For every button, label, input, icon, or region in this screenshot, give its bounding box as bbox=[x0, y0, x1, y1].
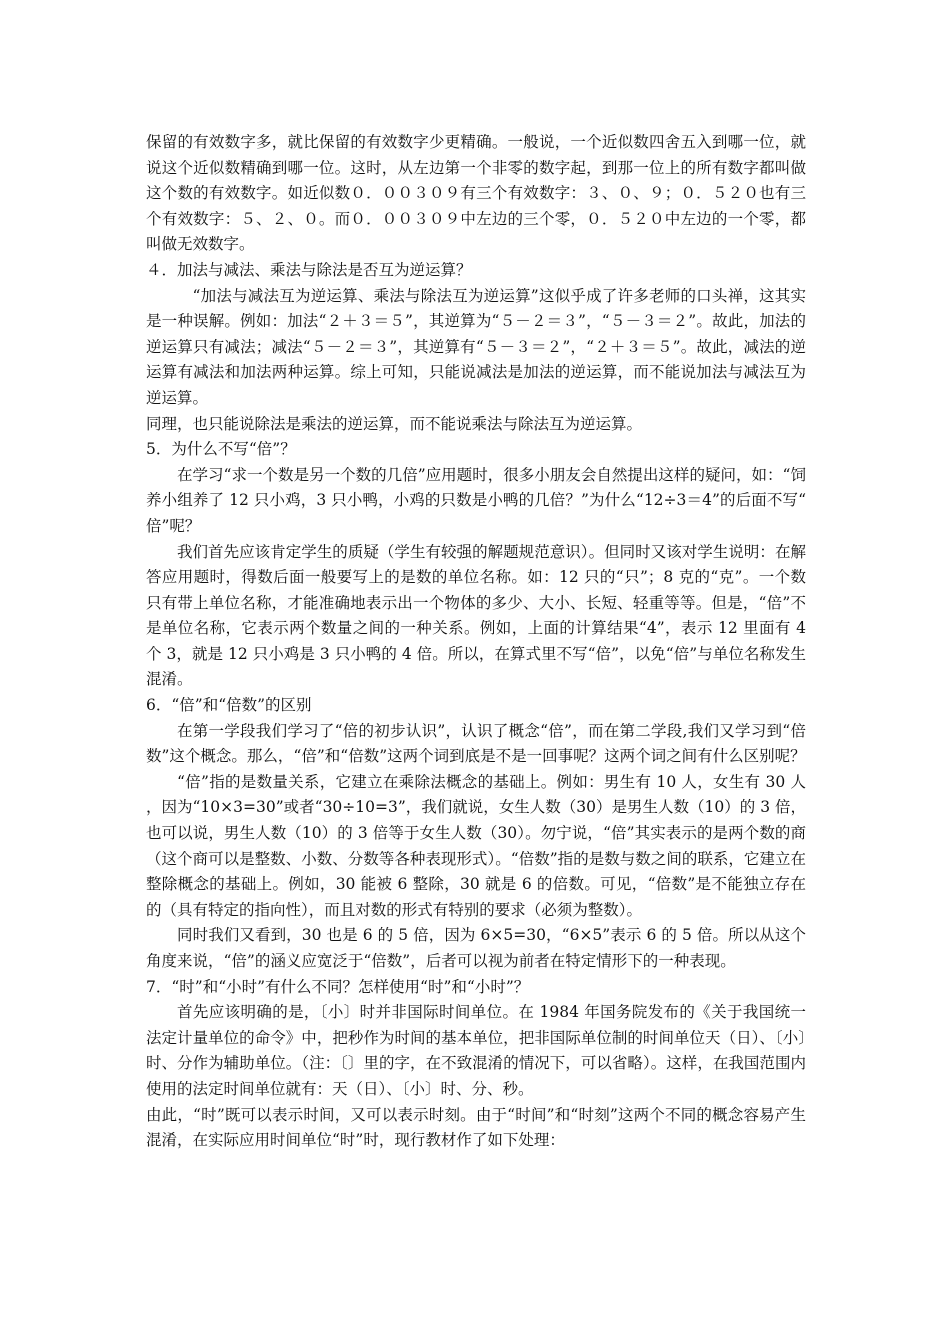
paragraph-time-vs-moment: 由此，“时”既可以表示时间，又可以表示时刻。由于“时间”和“时刻”这两个不同的概念容易产生混淆，在实际应用时间单位“时”时，现行教材作了如下处理： bbox=[146, 1105, 806, 1150]
paragraph-inverse-operations-conclusion: 同理，也只能说除法是乘法的逆运算，而不能说乘法与除法互为逆运算。 bbox=[146, 414, 643, 433]
paragraph-why-no-bei-question: 在学习“求一个数是另一个数的几倍”应用题时，很多小朋友会自然提出这样的疑问，如：“饲养小组养了 12 只小鸡，3 只小鸭，小鸡的只数是小鸭的几倍？”为什么“12÷3＝4”的后面不写“倍”呢？ bbox=[146, 465, 806, 535]
paragraph-bei-vs-beishu-conclusion: 同时我们又看到，30 也是 6 的 5 倍，因为 6×5=30，“6×5”表示 6 的 5 倍。所以从这个角度来说，“倍”的涵义应宽泛于“倍数”，后者可以视为前者在特定情形下的一种表现。 bbox=[146, 926, 806, 970]
heading-section-6: 6．“倍”和“倍数”的区别 bbox=[146, 696, 312, 715]
heading-section-5: 5．为什么不写“倍”？ bbox=[146, 440, 296, 459]
paragraph-inverse-operations: “加法与减法互为逆运算、乘法与除法互为逆运算”这似乎成了许多老师的口头禅，这其实是一种误解。例如：加法“２＋３＝５”，其逆算为“５－２＝３”，“５－３＝２”。故此，加法的逆运算只有减法；减法“５－２＝３”，其逆算有“５－３＝２”，“２＋３＝５”。故此，减法的逆运算有减法和加法两种运算。综上可知，只能说减法是加法的逆运算，而不能说加法与减法互为逆运算。 bbox=[146, 286, 806, 407]
heading-section-7: 7．“时”和“小时”有什么不同？怎样使用“时”和“小时”？ bbox=[146, 977, 530, 996]
heading-section-4: ４．加法与减法、乘法与除法是否互为逆运算？ bbox=[146, 260, 472, 279]
paragraph-time-units: 首先应该明确的是，〔小〕时并非国际时间单位。在 1984 年国务院发布的《关于我国统一法定计量单位的命令》中，把秒作为时间的基本单位，把非国际单位制的时间单位天（日）、〔小〕时、分作为辅助单位。（注：〔〕里的字，在不致混淆的情况下，可以省略）。这样，在我国范围内使用的法定时间单位就有：天（日）、〔小〕时、分、秒。 bbox=[146, 1003, 806, 1098]
paragraph-why-no-bei-answer: 我们首先应该肯定学生的质疑（学生有较强的解题规范意识）。但同时又该对学生说明：在解答应用题时，得数后面一般要写上的是数的单位名称。如：12 只的“只”；8 克的“克”。一个数只有带上单位名称，才能准确地表示出一个物体的多少、大小、长短、轻重等等。但是，“倍”不是单位名称，它表示两个数量之间的一种关系。例如，上面的计算结果“4”，表示 12 里面有 4 个 3，就是 12 只小鸡是 3 只小鸭的 4 倍。所以，在算式里不写“倍”，以免“倍”与单位名称发生混淆。 bbox=[146, 542, 806, 689]
paragraph-bei-vs-beishu-intro: 在第一学段我们学习了“倍的初步认识”，认识了概念“倍”，而在第二学段,我们又学习到“倍数”这个概念。那么，“倍”和“倍数”这两个词到底是不是一回事呢？这两个词之间有什么区别呢？ bbox=[146, 721, 806, 766]
paragraph-bei-vs-beishu-definition: “倍”指的是数量关系，它建立在乘除法概念的基础上。例如：男生有 10 人，女生有 30 人，因为“10×3=30”或者“30÷10=3”，我们就说，女生人数（30）是男生人数（10）的 3 倍，也可以说，男生人数（10）的 3 倍等于女生人数（30）。勿宁说，“倍”其实表示的是两个数的商（这个商可以是整数、小数、分数等各种表现形式）。“倍数”指的是数与数之间的联系，它建立在整除概念的基础上。例如，30 能被 6 整除，30 就是 6 的倍数。可见，“倍数”是不能独立存在的（具有特定的指向性），而且对数的形式有特别的要求（必须为整数）。 bbox=[146, 772, 806, 919]
document-body bbox=[146, 130, 806, 1154]
paragraph-significant-figures: 保留的有效数字多，就比保留的有效数字少更精确。一般说，一个近似数四舍五入到哪一位，就说这个近似数精确到哪一位。这时，从左边第一个非零的数字起，到那一位上的所有数字都叫做这个数的有效数字。如近似数０．００３０９有三个有效数字：３、０、９；０．５２０也有三个有效数字：５、２、０。而０．００３０９中左边的三个零，０．５２０中左边的一个零，都叫做无效数字。 bbox=[146, 133, 806, 254]
